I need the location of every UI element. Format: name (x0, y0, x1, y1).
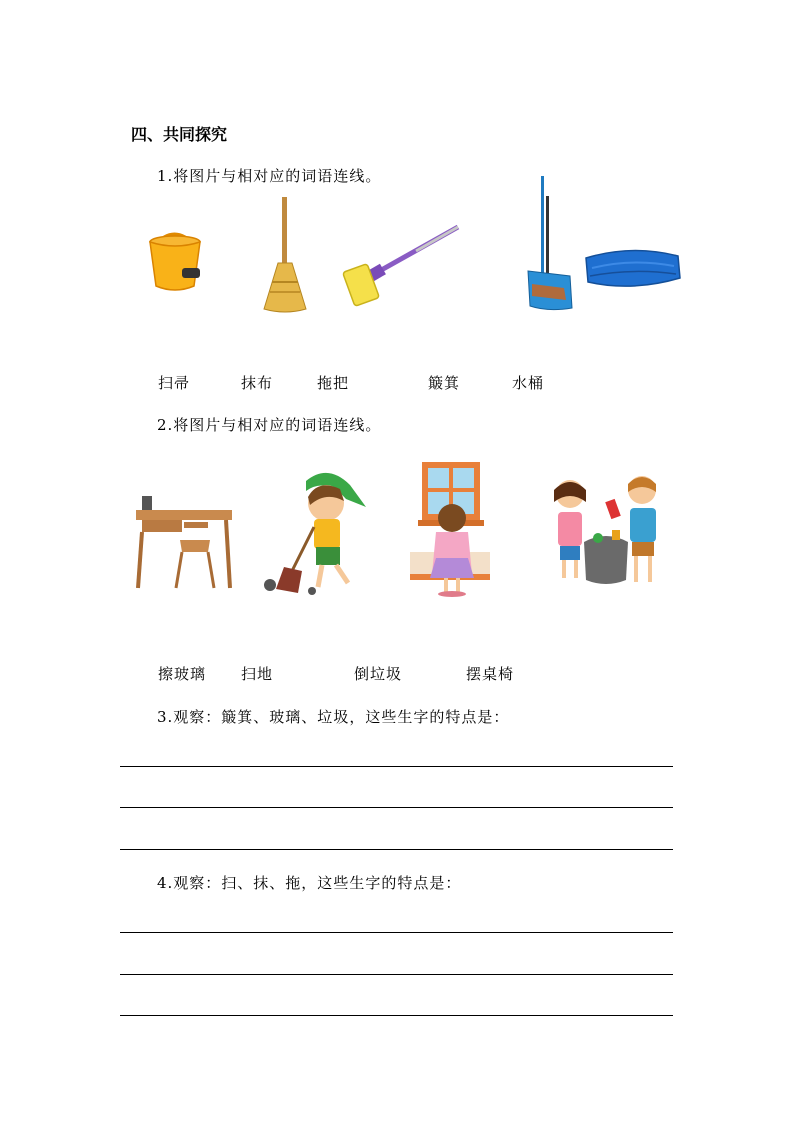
q2-word-2: 扫地 (241, 665, 274, 683)
bucket-icon (146, 228, 206, 292)
section-title: 四、共同探究 (131, 125, 228, 144)
question-4-prompt: 4.观察：扫、抹、拖，这些生字的特点是： (157, 874, 462, 892)
girl-window-icon (410, 462, 490, 598)
cloth-icon (582, 246, 682, 294)
answer-line[interactable] (120, 974, 673, 975)
answer-line[interactable] (120, 932, 673, 933)
q2-word-4: 摆桌椅 (466, 665, 515, 683)
broom-icon (262, 197, 308, 313)
answer-line[interactable] (120, 807, 673, 808)
q2-word-3: 倒垃圾 (354, 665, 403, 683)
kids-trash-icon (550, 472, 668, 588)
q1-word-2: 抹布 (241, 374, 274, 392)
answer-line[interactable] (120, 849, 673, 850)
q1-word-1: 扫帚 (158, 374, 191, 392)
q1-word-3: 拖把 (317, 374, 350, 392)
desk-chair-icon (134, 492, 234, 590)
q2-word-1: 擦玻璃 (158, 665, 207, 683)
boy-sweeping-icon (262, 467, 368, 595)
q1-word-5: 水桶 (512, 374, 545, 392)
question-1-prompt: 1.将图片与相对应的词语连线。 (157, 167, 382, 185)
mop-icon (346, 223, 462, 307)
answer-line[interactable] (120, 1015, 673, 1016)
dustpan-broom-icon (524, 176, 576, 312)
question-3-prompt: 3.观察：簸箕、玻璃、垃圾，这些生字的特点是： (157, 708, 510, 726)
q1-word-4: 簸箕 (428, 374, 461, 392)
answer-line[interactable] (120, 766, 673, 767)
question-2-prompt: 2.将图片与相对应的词语连线。 (157, 416, 382, 434)
